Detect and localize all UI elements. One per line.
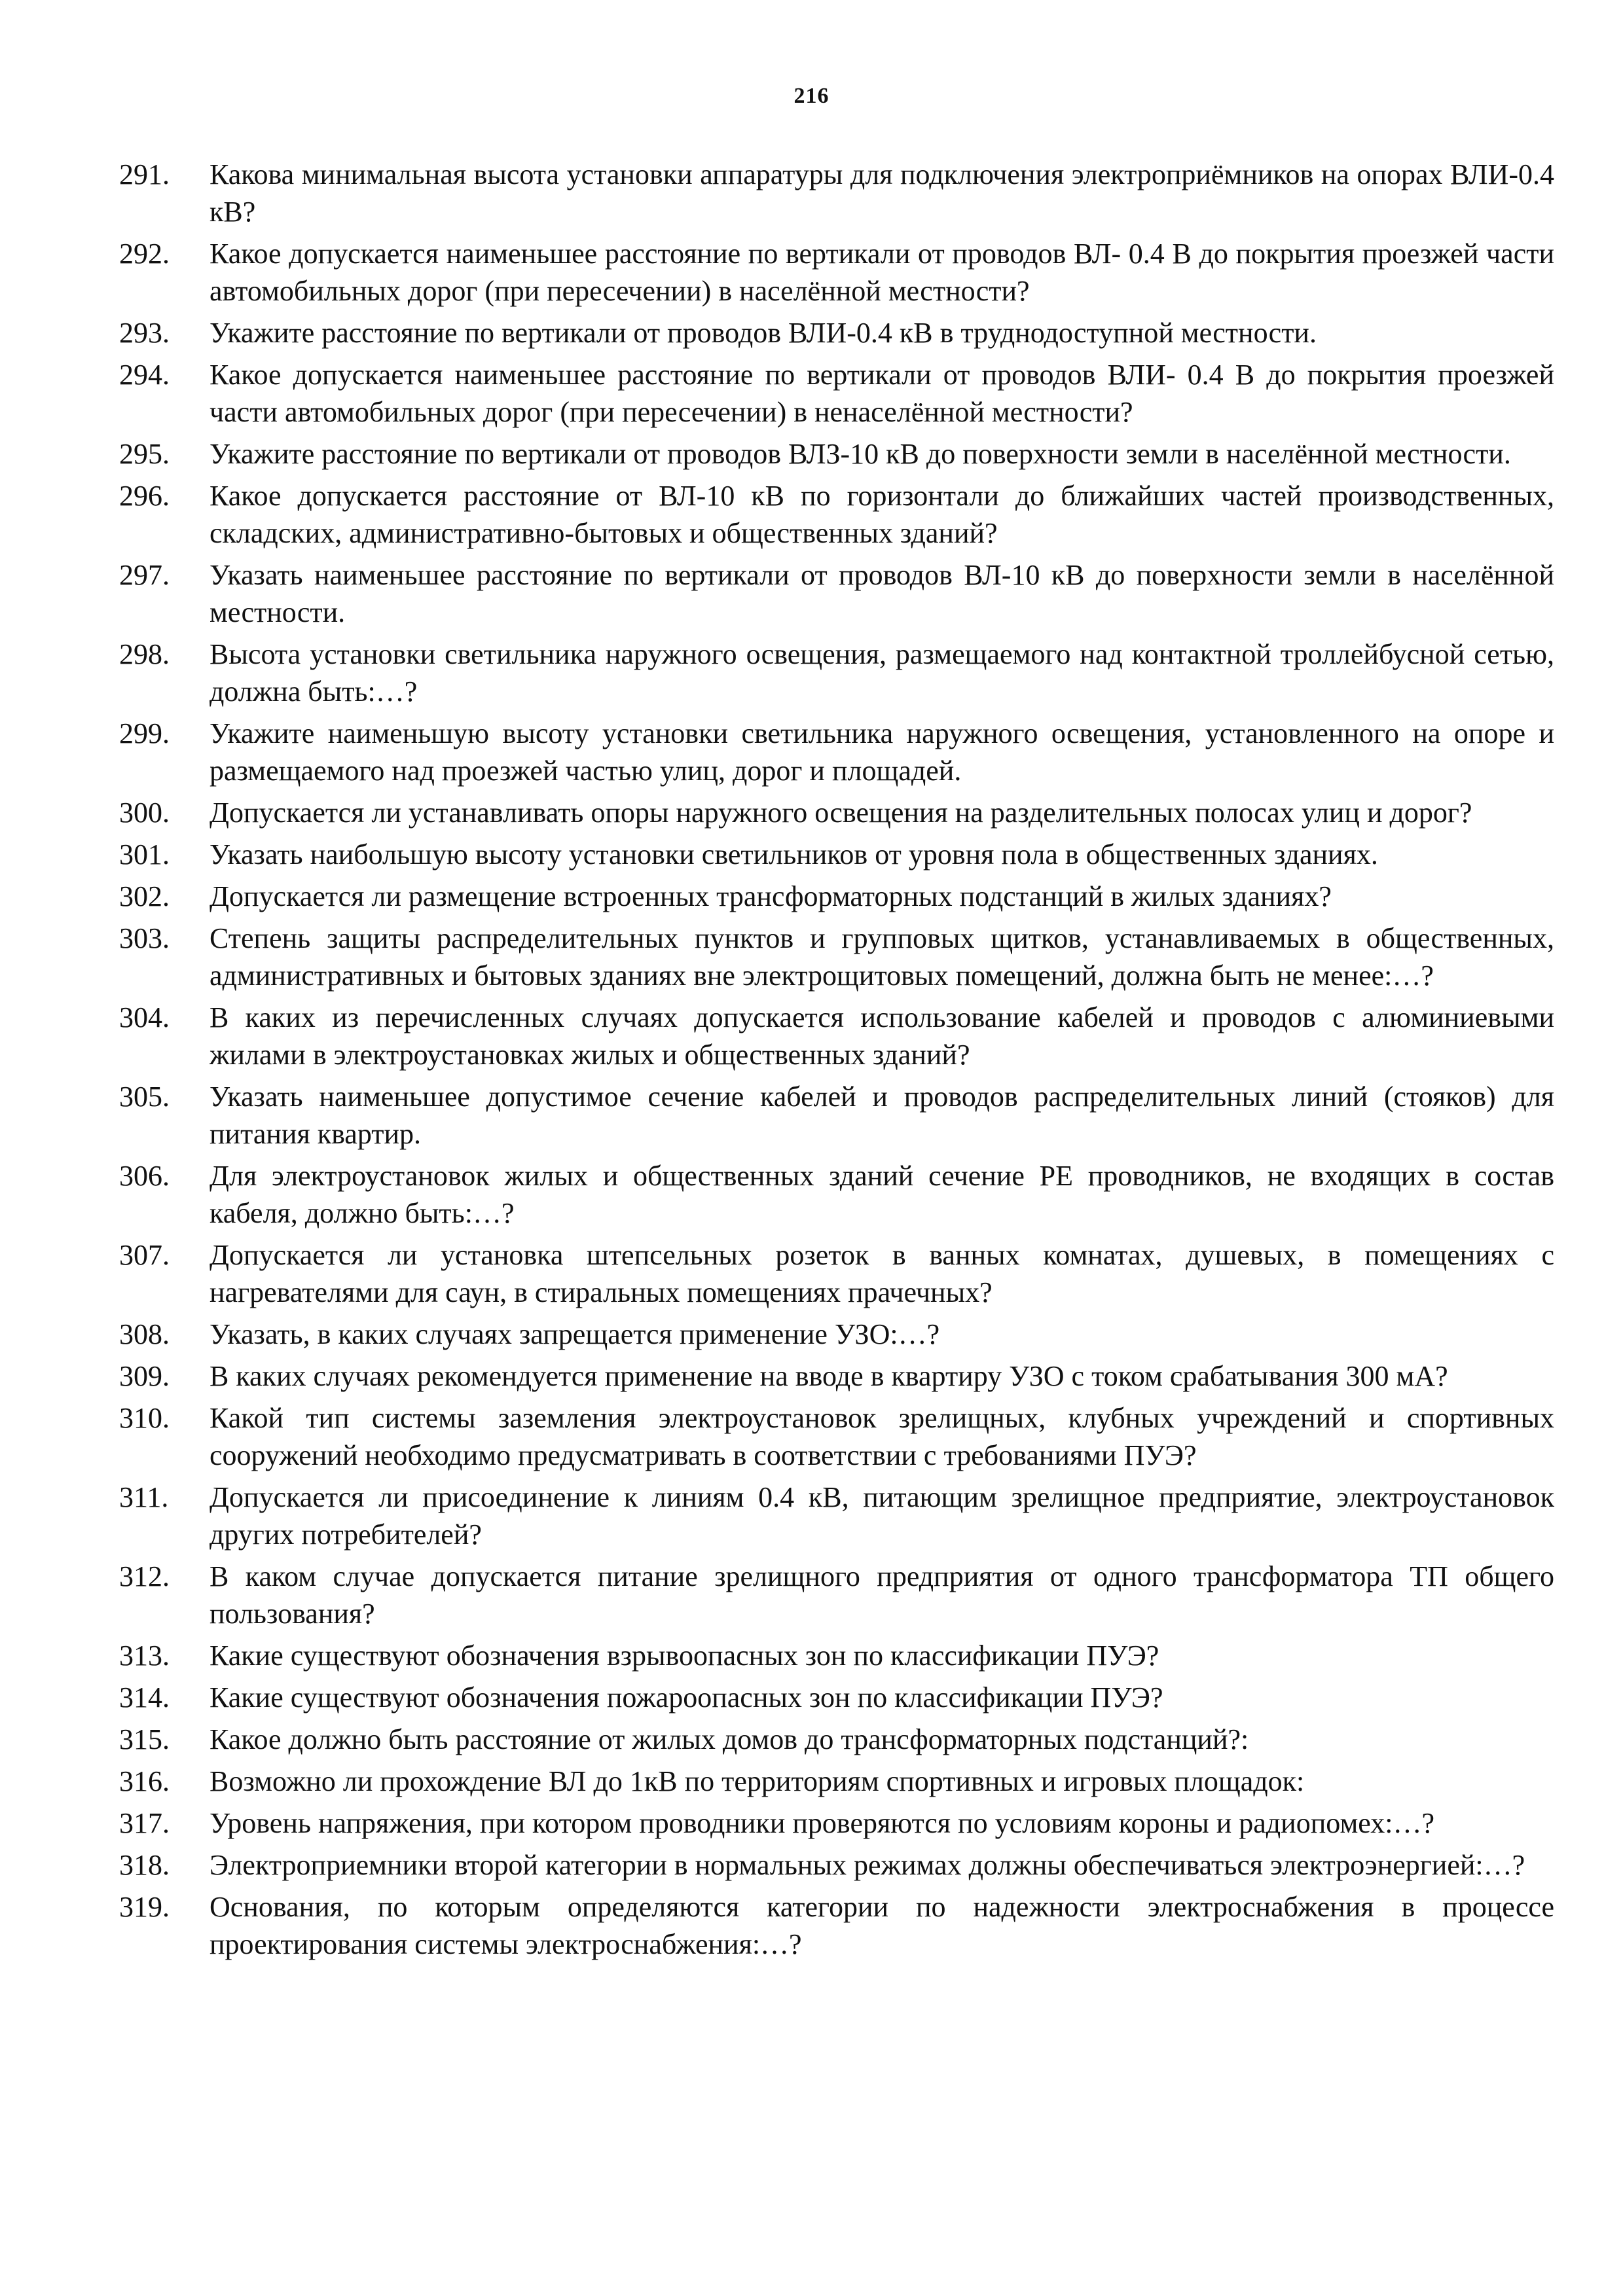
question-item [119,1078,1554,1153]
question-item [119,477,1554,552]
question-item [119,1846,1554,1884]
question-item [119,314,1554,351]
question-text: Допускается ли установка штепсельных розеток в ванных комнатах, душевых, в помещениях с нагревателями для саун, в стиральных помещениях прачечных? [210,1239,1554,1308]
question-item [119,1399,1554,1474]
question-number: 310. [119,1402,170,1434]
question-number: 316. [119,1765,170,1797]
question-item [119,1888,1554,1963]
question-item [119,999,1554,1073]
question-text: Какие существуют обозначения пожароопасных зон по классификации ПУЭ? [210,1681,1163,1713]
question-number: 291. [119,158,170,190]
question-text: Какое должно быть расстояние от жилых домов до трансформаторных подстанций?: [210,1723,1249,1755]
question-text: Указать наименьшее допустимое сечение кабелей и проводов распределительных линий (стояков) для питания квартир. [210,1081,1554,1150]
question-number: 311. [119,1481,169,1513]
question-text: Допускается ли присоединение к линиям 0.4 кВ, питающим зрелищное предприятие, электроустановок других потребителей? [210,1481,1554,1551]
question-list [119,156,1554,1967]
question-number: 296. [119,480,170,512]
question-text: В каких случаях рекомендуется применение на вводе в квартиру УЗО с током срабатывания 300 мА? [210,1360,1448,1392]
question-text: Степень защиты распределительных пунктов и групповых щитков, устанавливаемых в общественных, административных и бытовых зданиях вне электрощитовых помещений, должна быть не менее:…? [210,922,1554,992]
question-text: Указать наименьшее расстояние по вертикали от проводов ВЛ-10 кВ до поверхности земли в населённой местности. [210,559,1554,628]
question-number: 306. [119,1160,170,1192]
question-item [119,1479,1554,1553]
question-number: 303. [119,922,170,954]
question-item [119,1637,1554,1674]
question-item [119,235,1554,310]
question-text: Уровень напряжения, при котором проводники проверяются по условиям короны и радиопомех:…? [210,1807,1434,1839]
question-text: Укажите расстояние по вертикали от проводов ВЛИ-0.4 кВ в труднодоступной местности. [210,317,1317,349]
question-item [119,715,1554,789]
question-item [119,556,1554,631]
question-number: 301. [119,838,170,870]
question-number: 315. [119,1723,170,1755]
question-number: 317. [119,1807,170,1839]
question-number: 298. [119,638,170,670]
question-number: 294. [119,359,170,391]
question-text: Для электроустановок жилых и общественных зданий сечение РЕ проводников, не входящих в состав кабеля, должно быть:…? [210,1160,1554,1229]
question-text: Допускается ли размещение встроенных трансформаторных подстанций в жилых зданиях? [210,880,1332,912]
question-item [119,636,1554,710]
question-item [119,1316,1554,1353]
question-text: Какое допускается расстояние от ВЛ-10 кВ по горизонтали до ближайших частей производственных, складских, административно-бытовых и общественных зданий? [210,480,1554,549]
question-item [119,1679,1554,1716]
question-number: 314. [119,1681,170,1713]
question-number: 300. [119,797,170,829]
question-item [119,920,1554,994]
question-item [119,1804,1554,1842]
question-text: Какой тип системы заземления электроустановок зрелищных, клубных учреждений и спортивных сооружений необходимо предусматривать в соответствии с требованиями ПУЭ? [210,1402,1554,1471]
question-item [119,356,1554,431]
question-text: Допускается ли устанавливать опоры наружного освещения на разделительных полосах улиц и дорог? [210,797,1472,829]
question-number: 318. [119,1849,170,1881]
question-text: Указать наибольшую высоту установки светильников от уровня пола в общественных зданиях. [210,838,1378,870]
question-text: Какое допускается наименьшее расстояние по вертикали от проводов ВЛ- 0.4 В до покрытия проезжей части автомобильных дорог (при пересечении) в населённой местности? [210,238,1554,307]
question-item [119,156,1554,230]
question-text: Основания, по которым определяются категории по надежности электроснабжения в процессе проектирования системы электроснабжения:…? [210,1891,1554,1960]
question-text: Указать, в каких случаях запрещается применение УЗО:…? [210,1318,940,1350]
question-number: 305. [119,1081,170,1113]
question-number: 304. [119,1001,170,1033]
question-number: 312. [119,1560,170,1592]
question-item [119,878,1554,915]
question-text: Высота установки светильника наружного освещения, размещаемого над контактной троллейбусной сетью, должна быть:…? [210,638,1554,708]
question-text: В каком случае допускается питание зрелищного предприятия от одного трансформатора ТП общего пользования? [210,1560,1554,1630]
question-number: 293. [119,317,170,349]
question-number: 299. [119,717,170,749]
question-item [119,1157,1554,1232]
question-item [119,1763,1554,1800]
question-text: Какова минимальная высота установки аппаратуры для подключения электроприёмников на опорах ВЛИ-0.4 кВ? [210,158,1554,228]
question-item [119,1357,1554,1395]
question-number: 313. [119,1640,170,1672]
question-text: Укажите наименьшую высоту установки светильника наружного освещения, установленного на опоре и размещаемого над проезжей частью улиц, дорог и площадей. [210,717,1554,787]
question-number: 307. [119,1239,170,1271]
question-item [119,1721,1554,1758]
question-item [119,794,1554,831]
question-text: Возможно ли прохождение ВЛ до 1кВ по территориям спортивных и игровых площадок: [210,1765,1305,1797]
question-item [119,836,1554,873]
question-item [119,435,1554,473]
question-number: 292. [119,238,170,270]
question-text: Какое допускается наименьшее расстояние по вертикали от проводов ВЛИ- 0.4 В до покрытия проезжей части автомобильных дорог (при пересечении) в ненаселённой местности? [210,359,1554,428]
question-number: 295. [119,438,170,470]
question-text: Какие существуют обозначения взрывоопасных зон по классификации ПУЭ? [210,1640,1159,1672]
question-number: 319. [119,1891,170,1923]
question-number: 302. [119,880,170,912]
question-item [119,1236,1554,1311]
question-text: В каких из перечисленных случаях допускается использование кабелей и проводов с алюминиевыми жилами в электроустановках жилых и общественных зданий? [210,1001,1554,1071]
question-text: Электроприемники второй категории в нормальных режимах должны обеспечиваться электроэнергией:…? [210,1849,1525,1881]
question-number: 308. [119,1318,170,1350]
question-number: 309. [119,1360,170,1392]
question-item [119,1558,1554,1632]
question-text: Укажите расстояние по вертикали от проводов ВЛЗ-10 кВ до поверхности земли в населённой местности. [210,438,1511,470]
question-number: 297. [119,559,170,591]
page-number: 216 [793,84,830,108]
